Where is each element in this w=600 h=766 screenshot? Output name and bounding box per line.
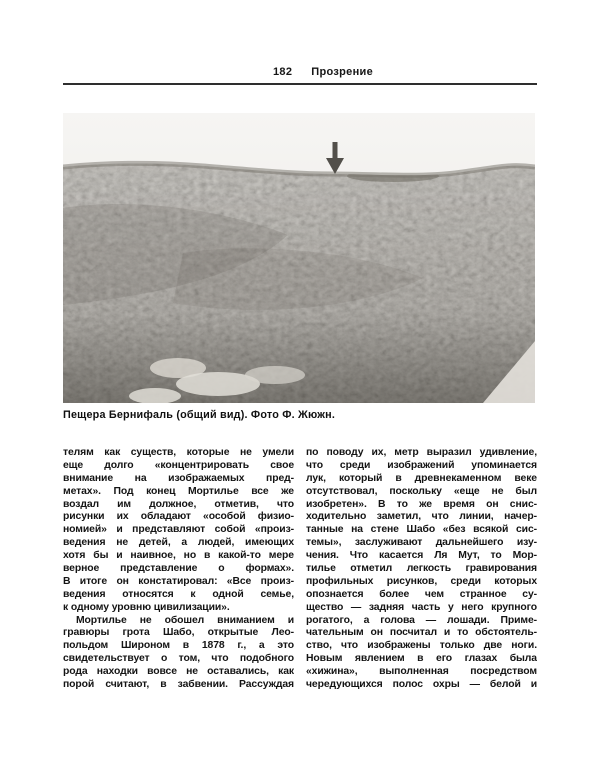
text-line: темы», заслуживают дальнейшего изу-	[306, 537, 537, 549]
text-line: воздал им должное, отметив, что	[63, 498, 294, 510]
text-line: еще долго «концентрировать свое	[63, 459, 294, 471]
text-line: телям как существ, которые не умели	[63, 447, 294, 458]
cave-photo	[63, 113, 535, 403]
text-line: к одному уровню цивилизации».	[63, 601, 230, 613]
text-column-left	[63, 447, 294, 692]
text-line: тилье отметил легкость гравирования	[306, 563, 537, 575]
page-number: 182	[273, 66, 293, 78]
text-line: лук, который в древнекаменном веке	[306, 472, 537, 484]
text-line: ходительно заметил, что линии, начер-	[306, 511, 537, 523]
running-title: Прозрение	[311, 66, 373, 78]
text-line: профильных рисунков, среди которых	[306, 575, 537, 587]
text-line: щество — задняя часть у него крупного	[306, 601, 537, 613]
text-line: чения. Что касается Ля Мут, то Мор-	[306, 550, 537, 562]
text-line: чательным он посчитал и то обстоятель-	[306, 627, 537, 639]
text-line: ведения относятся к одной семье,	[63, 588, 294, 600]
text-line: порой считают, в забвении. Рассуждая	[63, 679, 294, 691]
text-line: хотя бы и наивное, но в какой-то мере	[63, 550, 294, 562]
text-line: танные на стене Шабо «без всякой сис-	[306, 524, 537, 536]
body-text	[63, 447, 537, 692]
text-line: рогатого, а голова — лошади. Приме-	[306, 614, 537, 626]
text-line: рода находки вовсе не оставались, как	[63, 666, 294, 678]
text-line: чередующихся полос охры — белой и	[306, 679, 537, 691]
text-line: опознается более чем странное су-	[306, 588, 537, 600]
text-line: что среди изображений упоминается	[306, 459, 537, 471]
text-line: В итоге он констатировал: «Все произ-	[63, 575, 294, 587]
text-line: ведения не детей, а людей, имеющих	[63, 537, 294, 549]
text-line: польдом Широном в 1878 г., а это	[63, 640, 294, 652]
text-column-right	[306, 447, 537, 692]
text-line: верное представление о формах».	[63, 563, 294, 575]
text-line: «хижина», выполненная посредством	[306, 666, 537, 678]
text-line: свидетельствует о том, что подобного	[63, 653, 294, 665]
text-line: номией» и представляют собой «произ-	[63, 524, 294, 536]
text-line: гравюры грота Шабо, открытые Лео-	[63, 627, 294, 639]
text-line: Новым явлением в его глазах была	[306, 653, 537, 665]
header-rule	[63, 83, 537, 85]
text-line: метах». Под конец Мортилье все же	[63, 485, 294, 497]
text-line: отсутствовал, поскольку «еще не был	[306, 485, 537, 497]
text-line: ство, что изображены только две ноги.	[306, 640, 537, 652]
page-header	[63, 66, 537, 78]
text-line: внимание на изображаемых пред-	[63, 472, 294, 484]
text-line: изобретен». В то же время он снис-	[306, 498, 537, 510]
photo-figure	[63, 113, 535, 421]
text-line: рисунки их обладают «особой физио-	[63, 511, 294, 523]
text-line: Мортилье не обошел вниманием и	[76, 614, 294, 626]
photo-caption: Пещера Бернифаль (общий вид). Фото Ф. Жюжн.	[63, 409, 336, 421]
text-line: по поводу их, метр выразил удивление,	[306, 447, 537, 458]
